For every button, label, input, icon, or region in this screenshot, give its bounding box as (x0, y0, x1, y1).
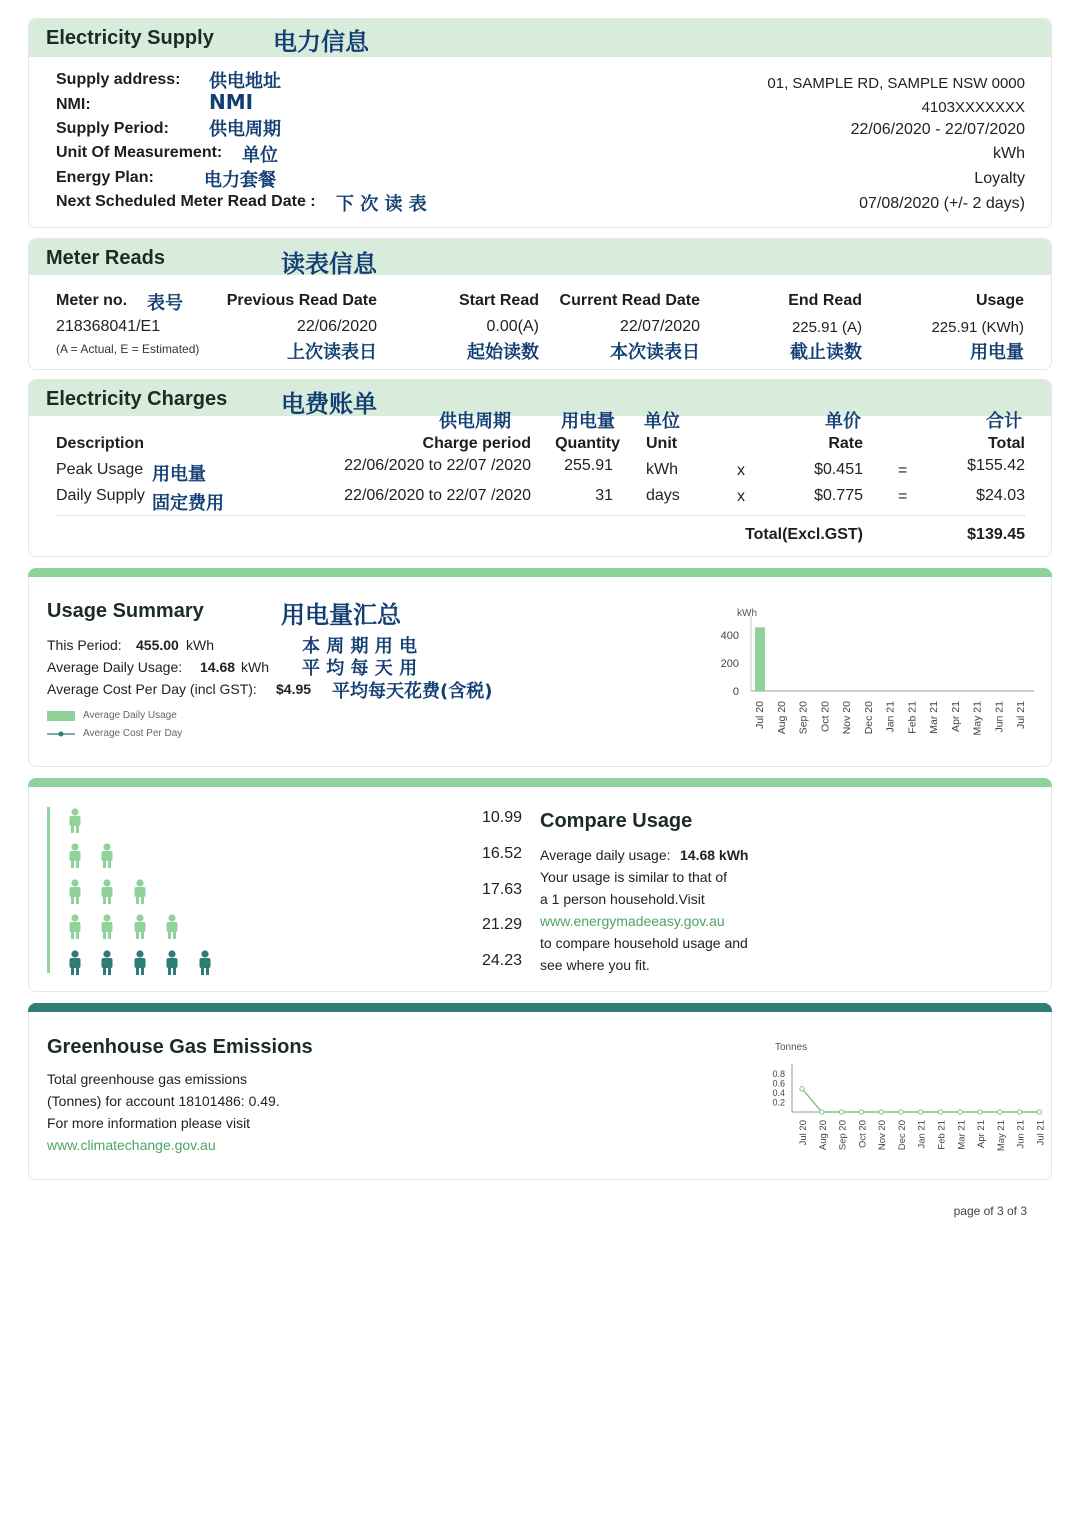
page-number: page of 3 of 3 (953, 1204, 1027, 1218)
emissions-point (839, 1110, 843, 1114)
unit-annotation: 单位 (644, 411, 680, 432)
emissions-point (958, 1110, 962, 1114)
x-tick-label: Jun 21 (993, 701, 1006, 733)
x-tick-label: Apr 21 (976, 1120, 988, 1148)
ghg-text-line1: Total greenhouse gas emissions (47, 1071, 248, 1087)
energymadeeasy-link[interactable]: www.energymadeeasy.gov.au (540, 913, 725, 929)
meter-no-value: 218368041/E1 (56, 318, 161, 335)
usage-annotation: 用电量 (970, 342, 1024, 363)
legend-line-label: Average Cost Per Day (83, 728, 183, 739)
quantity-annotation: 用电量 (561, 411, 615, 432)
section-title: Meter Reads (46, 247, 165, 269)
person-icon (102, 914, 113, 939)
x-tick-label: May 21 (971, 701, 984, 736)
person-leg (136, 896, 139, 904)
x-tick-label: Nov 20 (841, 701, 854, 735)
charge-total: $155.42 (967, 457, 1025, 474)
rate-annotation: 单价 (825, 411, 861, 432)
usage-summary-section (28, 568, 1052, 767)
legend-bar-swatch (47, 711, 75, 721)
person-leg (103, 967, 106, 975)
person-leg (103, 931, 106, 939)
compare-level-3: 17.63 (481, 881, 522, 898)
equals-sign: = (898, 488, 908, 505)
person-body (135, 887, 146, 897)
section-title: Electricity Supply (46, 27, 214, 49)
avg-cost-value: $4.95 (276, 681, 312, 697)
section-title: Electricity Charges (46, 388, 228, 410)
person-head (71, 914, 78, 921)
this-period-unit: kWh (186, 637, 214, 653)
compare-vertical-bar (47, 807, 50, 973)
equals-sign: = (898, 462, 908, 479)
section-title: Greenhouse Gas Emissions (47, 1036, 313, 1058)
charge-description-annotation: 固定费用 (152, 493, 224, 514)
header-meter-no: Meter no. (56, 292, 128, 309)
x-tick-label: Jan 21 (916, 1120, 928, 1149)
header-total: Total (987, 435, 1025, 452)
person-leg (108, 931, 111, 939)
header-unit: Unit (646, 435, 678, 452)
person-leg (168, 931, 171, 939)
end-read-value: 225.91 (A) (791, 319, 862, 336)
nmi-label: NMI: (56, 96, 91, 113)
person-leg (173, 931, 176, 939)
emissions-point (879, 1110, 883, 1114)
x-tick-label: Sep 20 (837, 1120, 849, 1151)
charge-description: Daily Supply (56, 487, 145, 504)
person-body (70, 851, 81, 861)
person-head (71, 808, 78, 815)
compare-avg-label: Average daily usage: (540, 847, 671, 863)
person-body (102, 851, 113, 861)
compare-text-line4: see where you fit. (540, 957, 650, 973)
person-leg (71, 860, 74, 868)
person-icon (200, 950, 211, 975)
times-sign: x (737, 488, 745, 505)
person-leg (108, 967, 111, 975)
person-leg (206, 967, 209, 975)
climatechange-link[interactable]: www.climatechange.gov.au (47, 1137, 216, 1153)
emissions-point (859, 1110, 863, 1114)
avg-daily-unit: kWh (241, 659, 269, 675)
person-head (103, 914, 110, 921)
person-leg (71, 825, 74, 833)
supply-period-label: Supply Period: (56, 120, 169, 137)
person-icon (70, 808, 81, 833)
person-leg (71, 896, 74, 904)
next-read-label: Next Scheduled Meter Read Date : (56, 193, 316, 210)
total-excl-gst-label: Total(Excl.GST) (745, 526, 863, 543)
supply-period-value: 22/06/2020 - 22/07/2020 (850, 121, 1025, 138)
person-icon (102, 843, 113, 868)
meter-no-annotation: 表号 (147, 293, 183, 314)
person-head (71, 843, 78, 850)
charge-period: 22/06/2020 to 22/07 /2020 (344, 487, 531, 504)
x-tick-label: Aug 20 (775, 701, 788, 735)
section-title: Compare Usage (540, 810, 693, 832)
person-leg (136, 967, 139, 975)
section-title-annotation: 读表信息 (281, 250, 377, 278)
person-body (70, 816, 81, 826)
nmi-value: 4103XXXXXXX (921, 99, 1025, 116)
emissions-point (978, 1110, 982, 1114)
person-leg (173, 967, 176, 975)
compare-text-line1: Your usage is similar to that of (540, 869, 728, 885)
this-period-value: 455.00 (136, 637, 179, 653)
unit-annotation: 单位 (242, 145, 278, 166)
charge-total: $24.03 (976, 487, 1025, 504)
y-axis-label: Tonnes (775, 1042, 808, 1053)
end-read-annotation: 截止读数 (790, 342, 862, 363)
person-leg (141, 967, 144, 975)
person-icon (70, 950, 81, 975)
person-leg (103, 860, 106, 868)
y-tick-label: 0 (732, 686, 739, 698)
person-leg (103, 896, 106, 904)
x-tick-label: Feb 21 (906, 701, 919, 734)
greenhouse-gas-section (28, 1003, 1052, 1180)
supply-address-annotation: 供电地址 (209, 71, 281, 92)
energy-plan-label: Energy Plan: (56, 169, 154, 186)
person-leg (71, 931, 74, 939)
emissions-point (998, 1110, 1002, 1114)
unit-label: Unit Of Measurement: (56, 144, 223, 161)
meter-reads-section (28, 238, 1052, 370)
total-annotation: 合计 (986, 411, 1022, 432)
x-tick-label: Oct 20 (857, 1120, 869, 1148)
person-head (136, 914, 143, 921)
ghg-text-line3: For more information please visit (47, 1115, 251, 1131)
supply-address-value: 01, SAMPLE RD, SAMPLE NSW 0000 (767, 75, 1025, 92)
person-icon (167, 950, 178, 975)
x-tick-label: Jul 20 (754, 701, 766, 730)
x-tick-label: Mar 21 (956, 1120, 968, 1150)
person-leg (108, 896, 111, 904)
x-tick-label: Jul 21 (1035, 1120, 1047, 1146)
x-tick-label: Jul 21 (1015, 701, 1028, 730)
energy-plan-annotation: 电力套餐 (204, 170, 276, 191)
person-leg (141, 931, 144, 939)
person-icon (167, 914, 178, 939)
electricity-supply-section (28, 18, 1052, 228)
unit-value: kWh (993, 145, 1025, 162)
person-icon (135, 914, 146, 939)
this-period-annotation: 本 周 期 用 电 (302, 636, 418, 657)
avg-cost-label: Average Cost Per Day (incl GST): (47, 681, 257, 697)
person-body (102, 958, 113, 968)
charge-rate: $0.451 (814, 461, 863, 478)
legend-line-swatch (47, 728, 77, 740)
x-tick-label: Apr 21 (949, 701, 962, 732)
charge-unit: days (646, 487, 680, 504)
x-tick-label: Jan 21 (884, 701, 897, 733)
person-icon (70, 914, 81, 939)
person-leg (71, 967, 74, 975)
avg-daily-annotation: 平 均 每 天 用 (302, 658, 418, 679)
charge-quantity: 255.91 (564, 457, 613, 474)
avg-cost-annotation: 平均每天花费(含税) (332, 681, 493, 702)
emissions-line-chart (729, 1034, 1047, 1174)
emissions-point (938, 1110, 942, 1114)
emissions-point (899, 1110, 903, 1114)
person-leg (76, 931, 79, 939)
person-leg (76, 896, 79, 904)
emissions-point (918, 1110, 922, 1114)
x-tick-label: Oct 20 (819, 701, 832, 732)
charge-period-annotation: 供电周期 (439, 411, 511, 432)
header-charge-period: Charge period (422, 435, 531, 452)
section-title-annotation: 电费账单 (281, 390, 377, 418)
header-usage: Usage (975, 292, 1024, 309)
person-icon (70, 879, 81, 904)
person-body (70, 958, 81, 968)
supply-period-annotation: 供电周期 (209, 119, 281, 140)
header-quantity: Quantity (555, 435, 620, 452)
electricity-charges-section (28, 379, 1052, 557)
x-tick-label: May 21 (995, 1120, 1007, 1152)
this-period-label: This Period: (47, 637, 122, 653)
person-body (135, 958, 146, 968)
y-tick-label: 0.2 (772, 1097, 785, 1108)
start-read-annotation: 起始读数 (467, 342, 539, 363)
person-head (168, 914, 175, 921)
person-leg (76, 967, 79, 975)
current-read-date-value: 22/07/2020 (619, 318, 700, 335)
y-tick-label: 0.8 (772, 1069, 785, 1079)
person-icon (102, 879, 113, 904)
person-leg (201, 967, 204, 975)
person-body (102, 887, 113, 897)
person-head (168, 950, 175, 957)
charge-description-annotation: 用电量 (152, 464, 206, 485)
x-tick-label: Dec 20 (896, 1120, 908, 1151)
y-tick-label: 0.6 (772, 1078, 785, 1089)
emissions-point (1017, 1110, 1021, 1114)
person-head (136, 879, 143, 886)
person-head (71, 950, 78, 957)
compare-level-5: 24.23 (481, 952, 522, 969)
avg-daily-value: 14.68 (200, 659, 236, 675)
y-tick-label: 0.4 (772, 1088, 785, 1098)
charge-period: 22/06/2020 to 22/07 /2020 (344, 457, 531, 474)
x-tick-label: Nov 20 (877, 1120, 889, 1151)
y-tick-label: 200 (720, 658, 739, 670)
person-leg (141, 896, 144, 904)
charge-description: Peak Usage (56, 461, 144, 478)
person-leg (108, 860, 111, 868)
person-leg (76, 825, 79, 833)
compare-text-line3: to compare household usage and (540, 935, 748, 951)
x-tick-label: Jun 21 (1015, 1120, 1027, 1149)
total-excl-gst-value: $139.45 (967, 526, 1025, 543)
section-top-stripe (28, 778, 1052, 787)
person-head (201, 950, 208, 957)
person-body (70, 887, 81, 897)
person-icon (135, 879, 146, 904)
charge-quantity: 31 (595, 487, 613, 504)
person-head (103, 879, 110, 886)
compare-usage-section (28, 778, 1052, 992)
person-icon (102, 950, 113, 975)
person-head (103, 843, 110, 850)
section-header-band (29, 239, 1051, 275)
emissions-point (800, 1087, 804, 1091)
section-top-stripe (28, 1003, 1052, 1012)
x-tick-label: Feb 21 (936, 1120, 948, 1150)
x-tick-label: Mar 21 (928, 701, 941, 734)
header-description: Description (56, 435, 145, 452)
person-head (71, 879, 78, 886)
usage-bar (755, 627, 765, 691)
x-tick-label: Dec 20 (862, 701, 875, 735)
person-body (167, 958, 178, 968)
header-start-read: Start Read (458, 292, 539, 309)
person-icon (70, 843, 81, 868)
person-body (167, 922, 178, 932)
actual-estimated-note: (A = Actual, E = Estimated) (56, 342, 200, 356)
person-body (102, 922, 113, 932)
header-current-read-date: Current Read Date (559, 292, 700, 309)
dotted-divider (56, 515, 1025, 516)
x-tick-label: Aug 20 (817, 1120, 829, 1151)
y-axis-label: kWh (737, 608, 757, 619)
charge-unit: kWh (646, 461, 678, 478)
compare-avg-value: 14.68 kWh (680, 847, 749, 863)
supply-address-label: Supply address: (56, 71, 181, 88)
compare-text-line2: a 1 person household.Visit (540, 891, 705, 907)
avg-daily-label: Average Daily Usage: (47, 659, 183, 675)
next-read-annotation: 下 次 读 表 (336, 194, 427, 215)
start-read-value: 0.00(A) (486, 318, 539, 335)
charge-rate: $0.775 (814, 487, 863, 504)
header-end-read: End Read (788, 292, 862, 309)
next-read-value: 07/08/2020 (+/- 2 days) (859, 195, 1025, 212)
section-title-annotation: 用电量汇总 (281, 601, 401, 629)
previous-read-annotation: 上次读表日 (287, 342, 377, 363)
previous-read-date-value: 22/06/2020 (296, 318, 377, 335)
compare-level-4: 21.29 (481, 916, 522, 933)
person-leg (168, 967, 171, 975)
household-people-graphic (57, 807, 257, 977)
nmi-annotation: NMI (209, 90, 254, 114)
energy-plan-value: Loyalty (974, 170, 1025, 187)
usage-value: 225.91 (KWh) (931, 319, 1024, 336)
section-title: Usage Summary (47, 600, 204, 622)
person-head (103, 950, 110, 957)
person-head (136, 950, 143, 957)
current-read-annotation: 本次读表日 (610, 342, 700, 363)
person-body (200, 958, 211, 968)
emissions-line (802, 1089, 1039, 1112)
x-tick-label: Jul 20 (798, 1120, 809, 1146)
x-tick-label: Sep 20 (797, 701, 810, 735)
emissions-point (1037, 1110, 1041, 1114)
section-title-annotation: 电力信息 (273, 28, 369, 56)
person-body (70, 922, 81, 932)
person-leg (136, 931, 139, 939)
emissions-point (820, 1110, 824, 1114)
compare-level-2: 16.52 (481, 845, 522, 862)
section-top-stripe (28, 568, 1052, 577)
person-body (135, 922, 146, 932)
header-previous-read-date: Previous Read Date (226, 292, 377, 309)
header-rate: Rate (828, 435, 863, 452)
legend-bar-label: Average Daily Usage (83, 710, 177, 721)
usage-bar-chart (669, 599, 1039, 749)
compare-level-1: 10.99 (481, 809, 522, 826)
person-icon (135, 950, 146, 975)
y-tick-label: 400 (720, 630, 739, 642)
times-sign: x (737, 462, 745, 479)
person-leg (76, 860, 79, 868)
ghg-text-line2: (Tonnes) for account 18101486: 0.49. (47, 1093, 280, 1109)
